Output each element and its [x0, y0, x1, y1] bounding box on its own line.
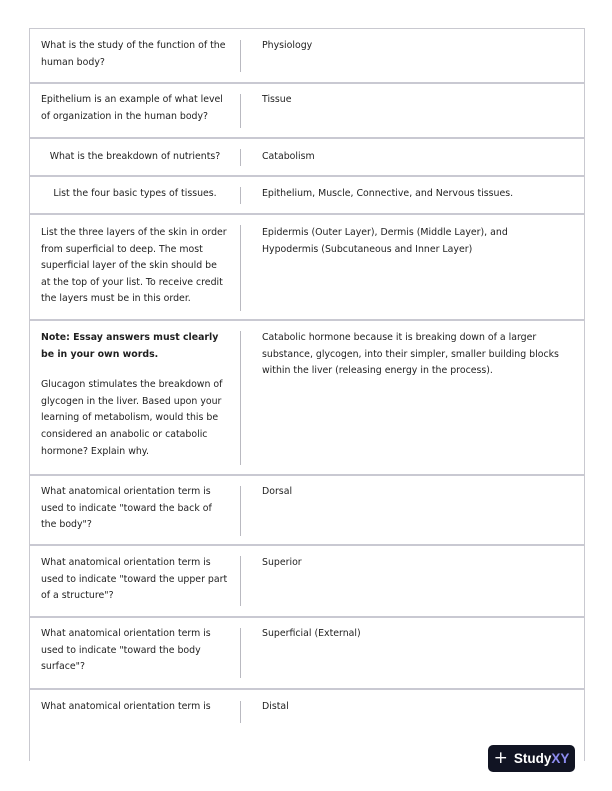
flashcard-4 [30, 177, 584, 215]
flashcard-2 [30, 84, 584, 139]
flashcard-1 [30, 29, 584, 84]
flashcard-5 [30, 215, 584, 321]
card-divider [240, 556, 241, 606]
card-question: List the four basic types of tissues. [53, 188, 217, 199]
card-divider [240, 149, 241, 166]
card-question: What is the breakdown of nutrients? [49, 151, 221, 162]
card-divider [240, 701, 241, 723]
flashcard-7 [30, 476, 584, 546]
card-answer: Tissue [262, 94, 292, 105]
card-question: What anatomical orientation term is used to indicate "toward the body surface"? [41, 628, 211, 673]
card-question: What is the study of the function of the human body? [41, 40, 226, 68]
card-question: Glucagon stimulates the breakdown of glycogen in the liver. Based upon your learning of metabolism, would this be considered an anabolic or catabolic hormone? Explain why. [41, 379, 223, 457]
essay-note: Note: Essay answers must clearly be in your own words. [41, 332, 219, 360]
flashcard-9 [30, 618, 584, 690]
card-answer: Superficial (External) [262, 628, 361, 639]
card-divider [240, 225, 241, 311]
card-answer: Catabolism [262, 151, 315, 162]
card-answer: Distal [262, 701, 289, 712]
card-answer: Epithelium, Muscle, Connective, and Nervous tissues. [262, 188, 514, 199]
flashcard-3 [30, 139, 584, 177]
studyxy-badge[interactable] [488, 745, 575, 772]
studyxy-logo: StudyXY [513, 751, 570, 766]
plus-icon: + [493, 748, 508, 768]
card-answer: Epidermis (Outer Layer), Dermis (Middle Layer), and Hypodermis (Subcutaneous and Inner Layer) [262, 227, 508, 255]
card-answer: Superior [262, 557, 302, 568]
card-divider [240, 331, 241, 465]
card-question: What anatomical orientation term is [41, 701, 211, 712]
card-answer: Catabolic hormone because it is breaking down of a larger substance, glycogen, into their simpler, smaller building blocks within the liver (releasing energy in the process). [262, 332, 559, 377]
flashcard-6 [30, 321, 584, 476]
card-divider [240, 40, 241, 72]
card-question: What anatomical orientation term is used to indicate "toward the upper part of a structure"? [41, 557, 228, 602]
card-divider [240, 486, 241, 536]
card-divider [240, 94, 241, 128]
card-divider [240, 628, 241, 678]
card-answer: Physiology [262, 40, 313, 51]
card-question: Epithelium is an example of what level of organization in the human body? [41, 94, 223, 122]
flashcard-8 [30, 546, 584, 618]
card-answer: Dorsal [262, 486, 293, 497]
flashcard-sheet [29, 28, 585, 761]
card-divider [240, 187, 241, 204]
card-question: List the three layers of the skin in order from superficial to deep. The most superficial layer of the skin should be at the top of your list. To receive credit the layers must be in this order. [41, 227, 227, 305]
card-question-block [41, 330, 229, 460]
card-question: What anatomical orientation term is used to indicate "toward the back of the body"? [41, 486, 212, 531]
